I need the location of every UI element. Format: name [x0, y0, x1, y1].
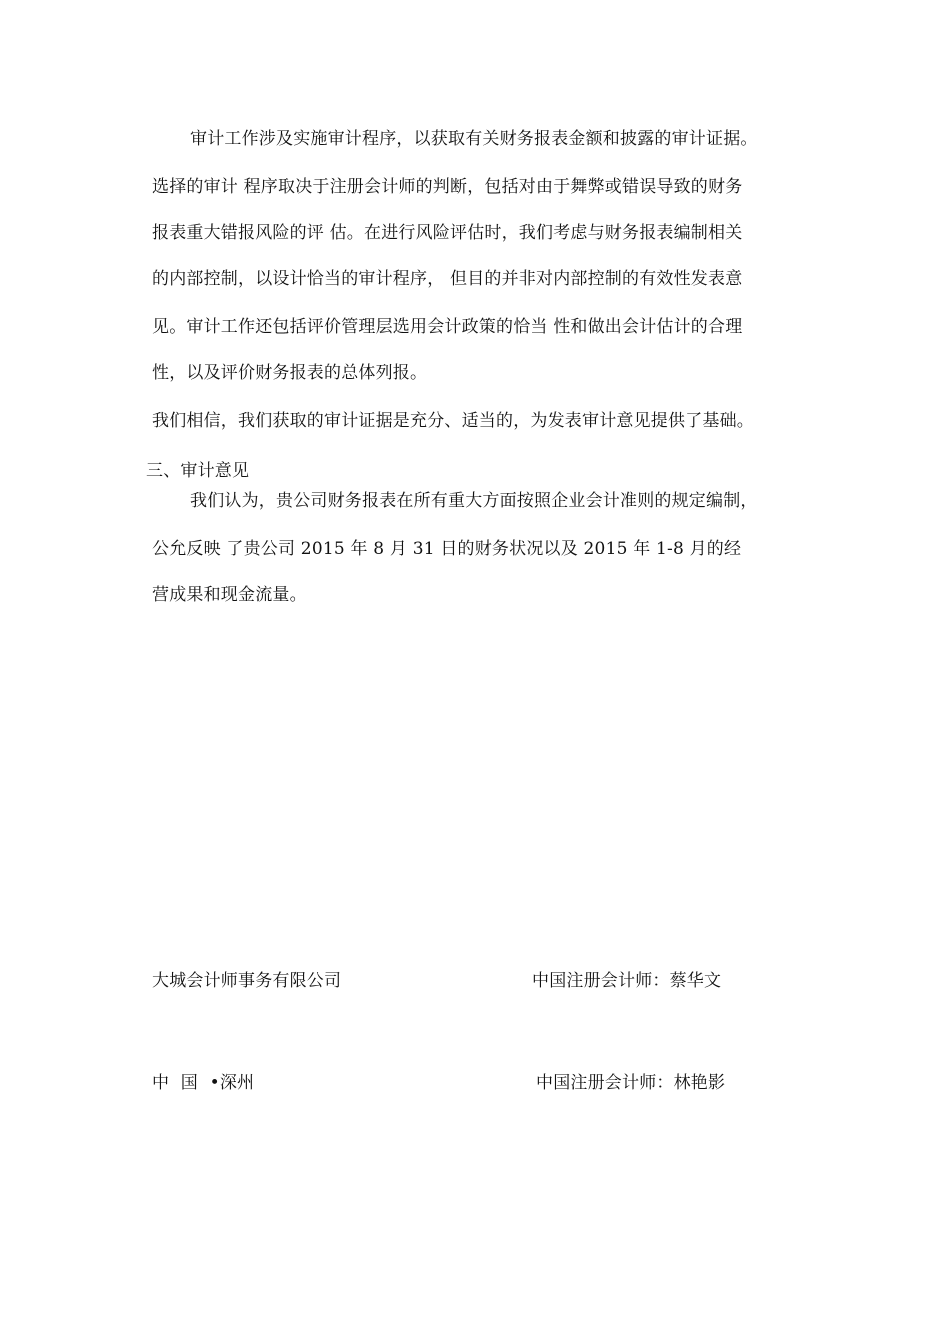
opinion-line-3: 营成果和现金流量。 — [152, 585, 307, 605]
firm-location: 中 国 •深州 — [152, 1073, 255, 1093]
cpa-signature-1: 中国注册会计师：蔡华文 — [532, 971, 722, 991]
firm-name: 大城会计师事务有限公司 — [152, 971, 342, 991]
body-line-3: 报表重大错报风险的评 估。在进行风险评估时，我们考虑与财务报表编制相关 — [152, 223, 743, 243]
cpa-signature-2: 中国注册会计师：林艳影 — [536, 1073, 726, 1093]
body-line-2: 选择的审计 程序取决于注册会计师的判断，包括对由于舞弊或错误导致的财务 — [152, 177, 743, 197]
body-line-4: 的内部控制，以设计恰当的审计程序， 但目的并非对内部控制的有效性发表意 — [152, 269, 743, 289]
opinion-line-1: 我们认为，贵公司财务报表在所有重大方面按照企业会计准则的规定编制， — [190, 491, 758, 511]
section-heading-audit-opinion: 三、审计意见 — [146, 461, 250, 481]
body-line-1: 审计工作涉及实施审计程序，以获取有关财务报表金额和披露的审计证据。 — [190, 129, 758, 149]
body-line-5: 见。审计工作还包括评价管理层选用会计政策的恰当 性和做出会计估计的合理 — [152, 317, 743, 337]
body-line-6: 性，以及评价财务报表的总体列报。 — [152, 363, 428, 383]
opinion-line-2: 公允反映 了贵公司 2015 年 8 月 31 日的财务状况以及 2015 年 1-8 月的经 — [152, 539, 742, 559]
body-line-7: 我们相信，我们获取的审计证据是充分、适当的，为发表审计意见提供了基础。 — [152, 411, 754, 431]
